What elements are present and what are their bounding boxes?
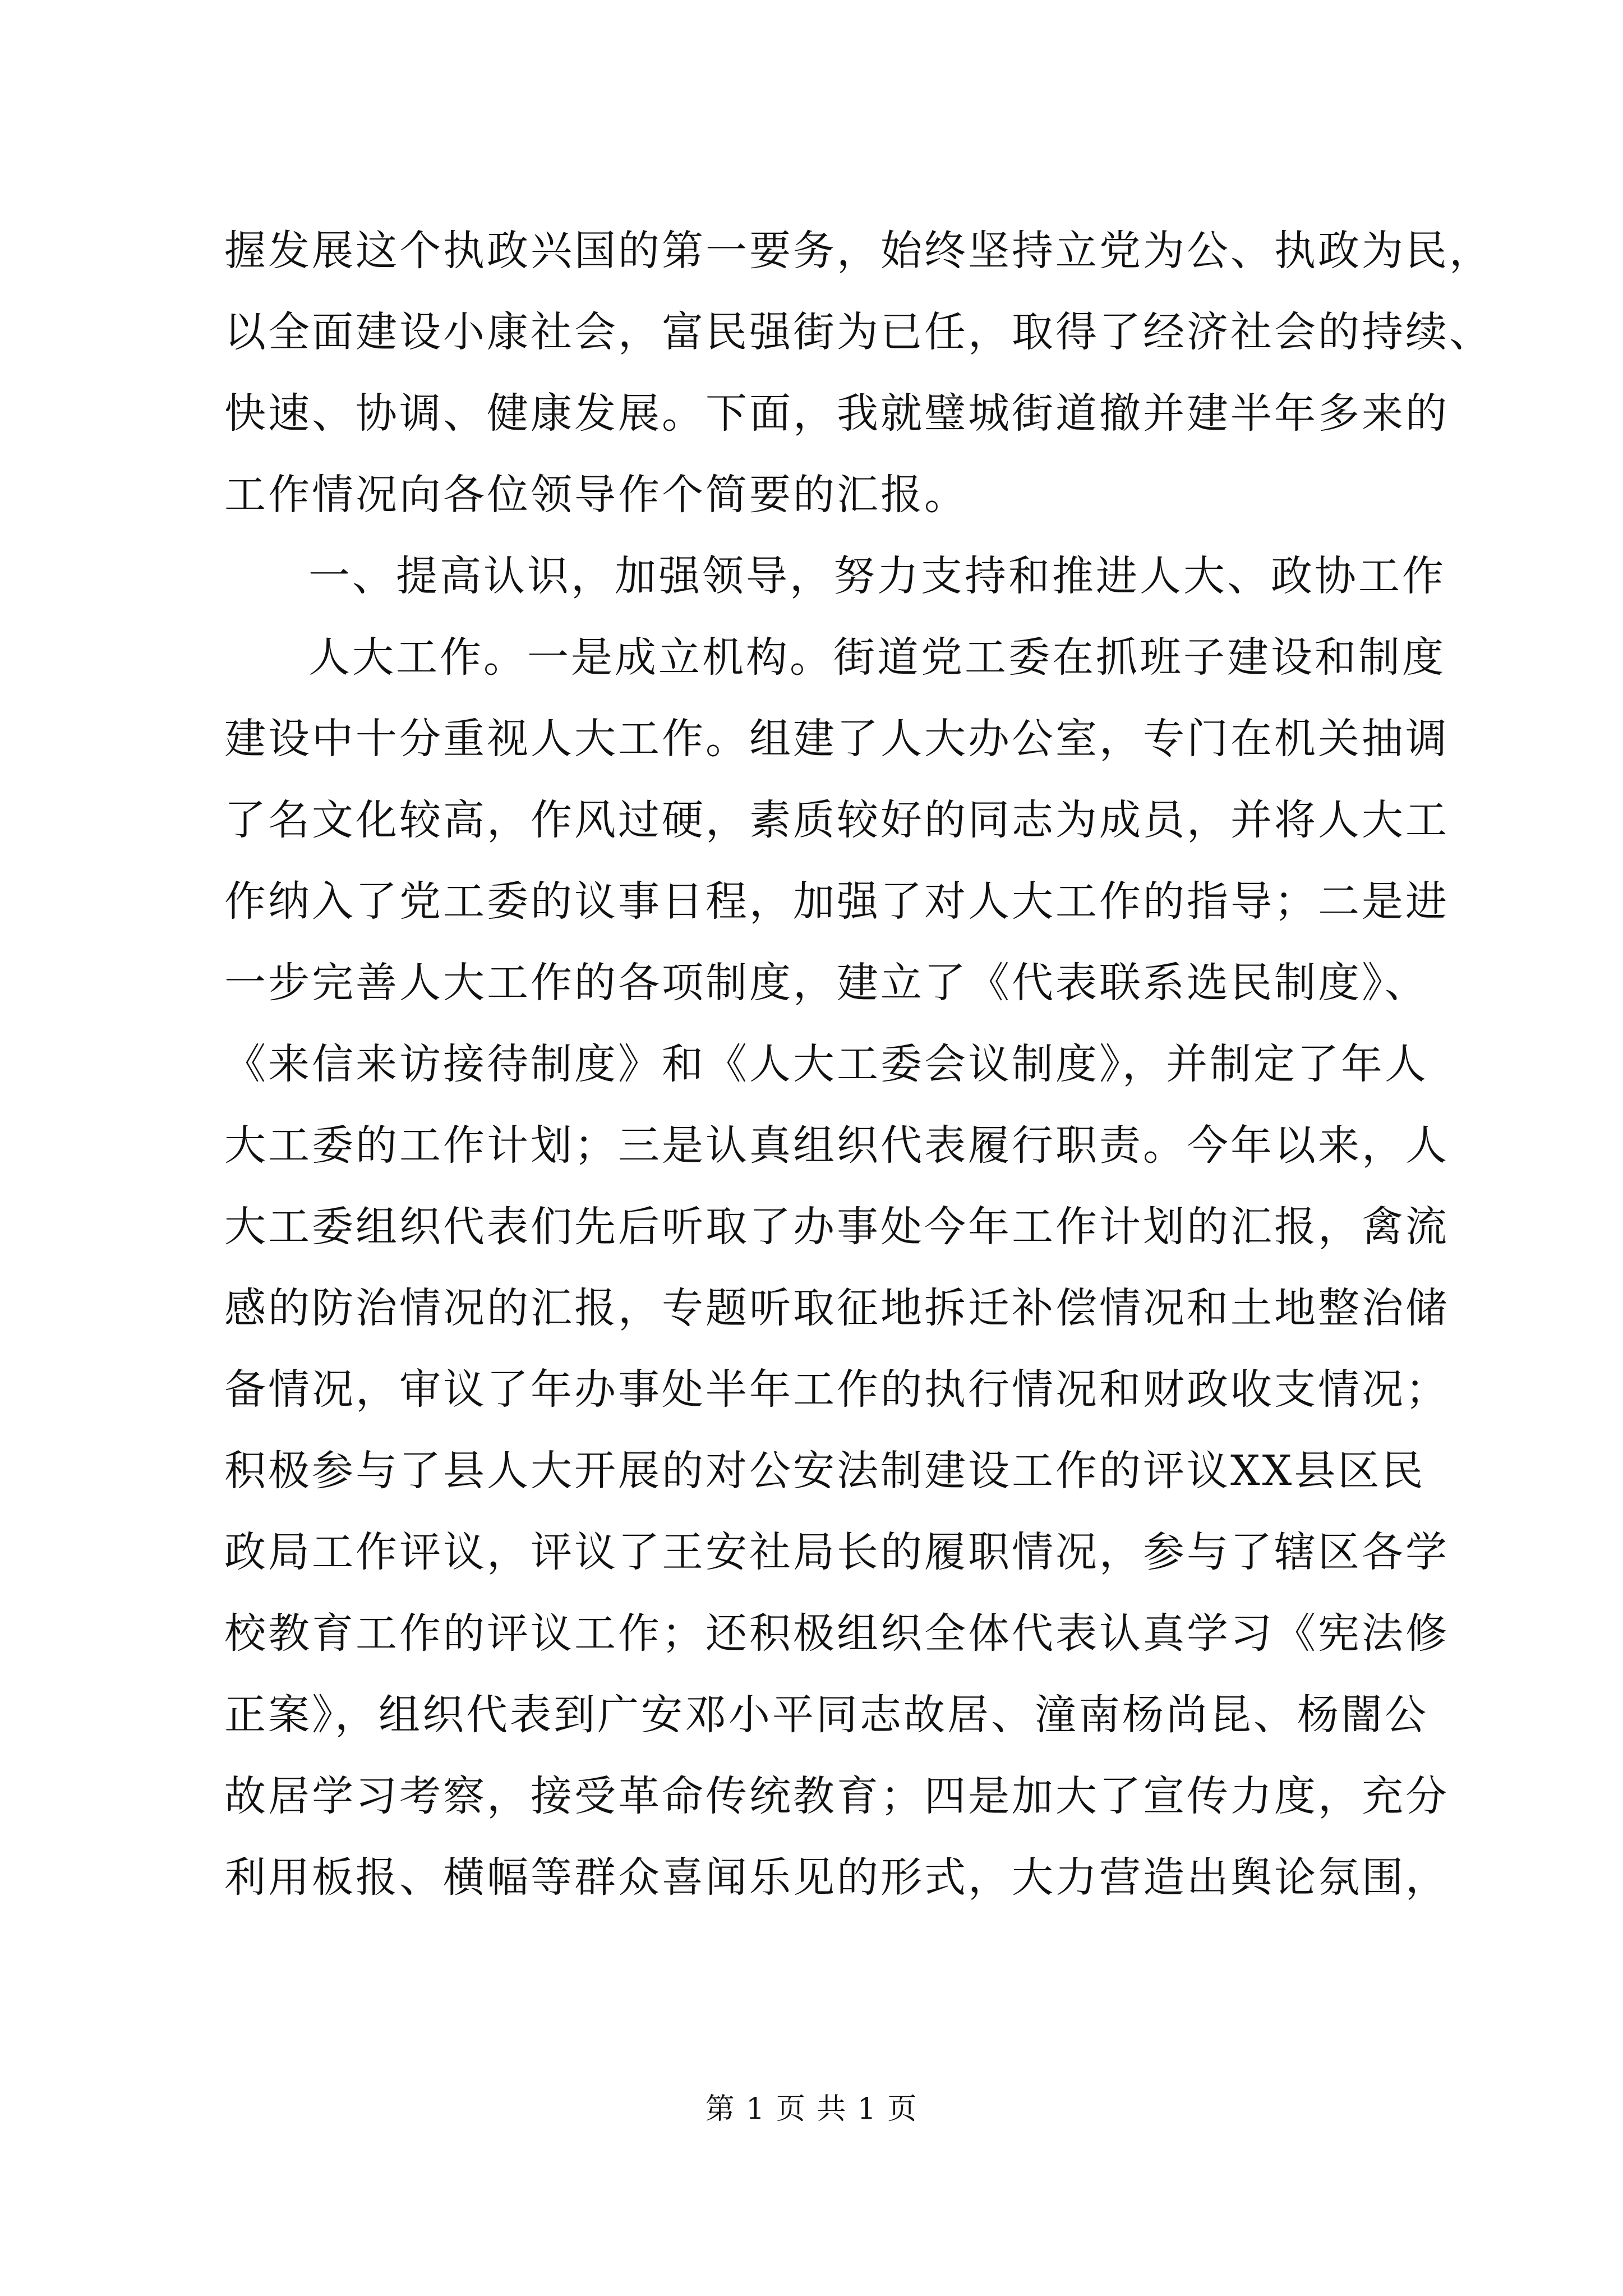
text-line-10: 一步完善人大工作的各项制度，建立了《代表联系选民制度》、 [224,959,1428,1007]
text-line-4: 工作情况向各位领导作个简要的汇报。 [224,471,968,519]
text-line-21: 利用板报、横幅等群众喜闻乐见的形式，大力营造出舆论氛围， [224,1853,1449,1902]
text-line-13: 大工委组织代表们先后听取了办事处今年工作计划的汇报，禽流 [224,1203,1449,1251]
text-line-3: 快速、协调、健康发展。下面，我就璧城街道撤并建半年多来的 [224,389,1449,438]
text-line-2: 以全面建设小康社会，富民强街为已任，取得了经济社会的持续、 [224,308,1493,356]
text-line-11: 《来信来访接待制度》和《人大工委会议制度》，并制定了年人 [224,1040,1428,1088]
section-heading: 一、提高认识，加强领导，努力支持和推进人大、政协工作 [308,552,1446,600]
text-line-8: 了名文化较高，作风过硬，素质较好的同志为成员，并将人大工 [224,796,1449,844]
text-line-12: 大工委的工作计划；三是认真组织代表履行职责。今年以来，人 [224,1121,1449,1170]
text-line-9: 作纳入了党工委的议事日程，加强了对人大工作的指导；二是进 [224,877,1449,926]
text-line-16: 积极参与了县人大开展的对公安法制建设工作的评议XX县区民 [224,1447,1426,1495]
text-line-18: 校教育工作的评议工作；还积极组织全体代表认真学习《宪法修 [224,1609,1449,1658]
text-line-19: 正案》，组织代表到广安邓小平同志故居、潼南杨尚昆、杨闇公 [224,1691,1428,1739]
text-line-17: 政局工作评议，评议了王安社局长的履职情况，参与了辖区各学 [224,1528,1449,1576]
text-line-1: 握发展这个执政兴国的第一要务，始终坚持立党为公、执政为民， [224,227,1493,275]
text-line-15: 备情况，审议了年办事处半年工作的执行情况和财政收支情况； [224,1365,1449,1414]
text-line-20: 故居学习考察，接受革命传统教育；四是加大了宣传力度，充分 [224,1772,1449,1820]
text-line-7: 建设中十分重视人大工作。组建了人大办公室，专门在机关抽调 [224,715,1449,763]
text-line-6: 人大工作。一是成立机构。街道党工委在抓班子建设和制度 [308,633,1446,682]
body-text [224,210,1493,1918]
page-number-footer: 第 1 页 共 1 页 [705,2092,918,2126]
text-line-14: 感的防治情况的汇报，专题听取征地拆迁补偿情况和土地整治储 [224,1284,1449,1332]
